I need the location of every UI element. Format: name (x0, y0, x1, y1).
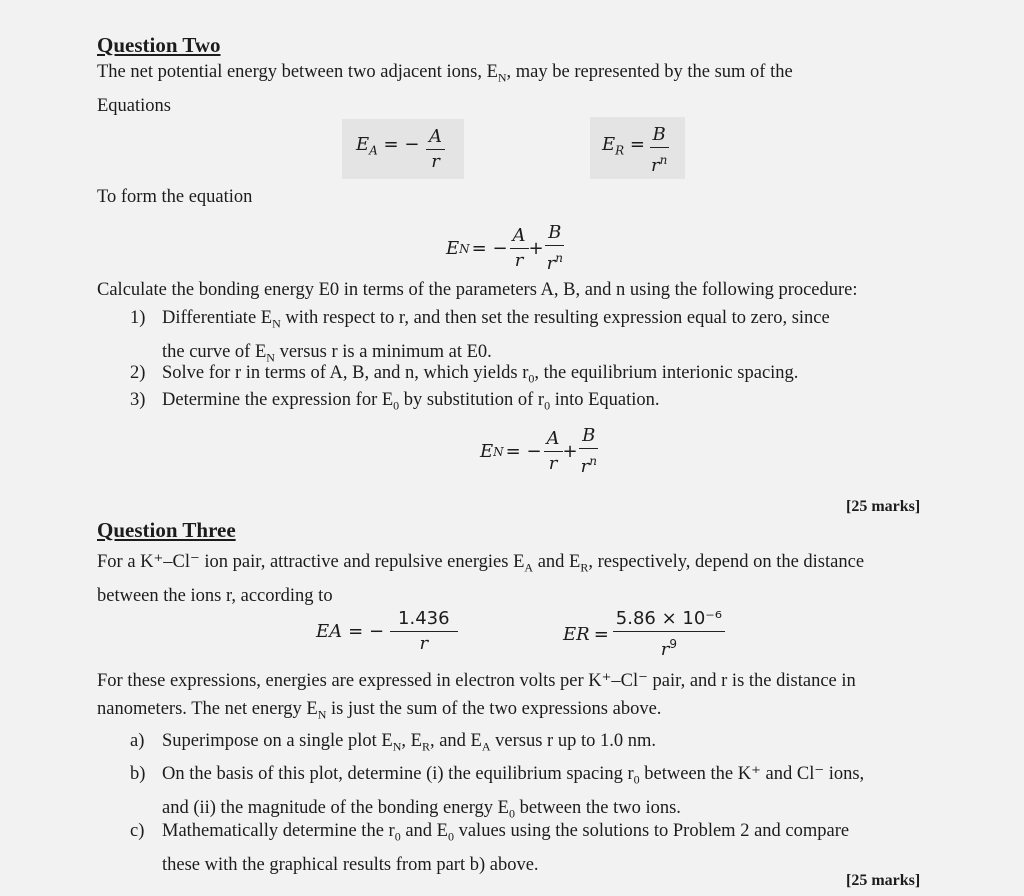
q3-intro: For a K⁺–Cl⁻ ion pair, attractive and repulsive energies $E_A$ and $E_R$, respectively, depend on the distance between the ions r, according to (97, 552, 865, 606)
q3-paragraph: For these expressions, energies are expressed in electron volts per K⁺–Cl⁻ pair, and r is the distance in nanometers. The net energy $E_N$ is just the sum of the two expressions above. (97, 671, 856, 722)
q3-item-c: c) Mathematically determine the $r_0$ and $E_0$ values using the solutions to Problem 2 and compare these with the graphical results from part b) above. (130, 821, 850, 875)
q2-intro: The net potential energy between two adjacent ions, $E_N$, may be represented by the sum of the Equations (97, 62, 793, 116)
q2-step-3: 3) Determine the expression for $E_0$ by substitution of $r_0$ into Equation. (130, 390, 660, 413)
q2-step-1: 1) Differentiate $E_N$ with respect to r, and then set the resulting expression equal to zero, since the curve of $E_N$ versus r is a minimum at E0. (130, 308, 830, 365)
q2-calc-text: Calculate the bonding energy E0 in terms of the parameters A, B, and n using the following procedure: (97, 280, 858, 300)
q2-heading: Question Two (97, 33, 221, 57)
q2-eq-ea-box: $E_A$ = − $\frac{A}{r}$ (342, 119, 464, 179)
q2-eq-ea-fraction: $\frac{A}{r}$ (426, 125, 445, 174)
q2-form-text: To form the equation (97, 187, 253, 207)
q3-eq-er: E R = $\frac{\text{5.86 × 10⁻⁶}}{r^9}$ (563, 607, 725, 662)
q2-eq-er-fraction: $\frac{B}{r^n}$ (651, 124, 668, 176)
q3-item-a: a) Superimpose on a single plot $E_N$, $E_R$, and $E_A$ versus r up to 1.0 nm. (130, 731, 656, 754)
q3-marks: [25 marks] (846, 872, 921, 889)
q2-eq-en: E N = − $\frac{A}{r}$ + $\frac{B}{r^n}$ (446, 222, 563, 274)
q3-eq-ea: E A = − $\frac{1.436}{r}$ (316, 607, 458, 656)
q2-step-2: 2) Solve for r in terms of A, B, and n, which yields $r_0$, the equilibrium interionic spacing. (130, 363, 799, 386)
q2-eq-en-repeat: E N = − $\frac{A}{r}$ + $\frac{B}{r^n}$ (480, 425, 597, 477)
q3-item-b: b) On the basis of this plot, determine (i) the equilibrium spacing $r_0$ between the K⁺ and Cl⁻ ions, and (ii) the magnitude of the bonding energy $E_0$ between the two ions. (130, 764, 865, 821)
q3-heading: Question Three (97, 518, 236, 542)
q2-marks: [25 marks] (846, 498, 921, 515)
q2-eq-er-box: $E_R$ = $\frac{B}{r^n}$ (590, 117, 685, 179)
